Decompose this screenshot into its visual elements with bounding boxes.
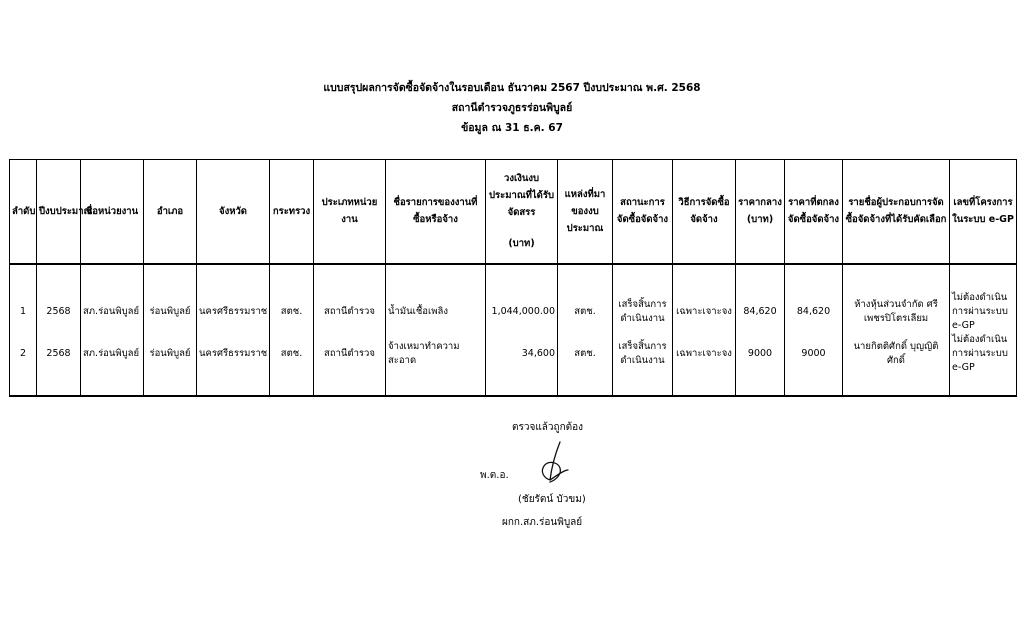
header-budget (486, 160, 558, 264)
header-source: แหล่งที่มาของงบประมาณ (558, 160, 613, 264)
cell-status: เสร็จสิ้นการดำเนินงาน (613, 333, 673, 396)
cell-year: 2568 (37, 264, 81, 333)
cell-province: นครศรีธรรมราช (197, 333, 270, 396)
cell-year: 2568 (37, 333, 81, 396)
cell-district: ร่อนพิบูลย์ (144, 264, 197, 333)
cell-unit-type: สถานีตำรวจ (314, 333, 386, 396)
table-row (10, 333, 1017, 396)
header-agreed: ราคาที่ตกลงจัดซื้อจัดจ้าง (785, 160, 843, 264)
signer-rank: พ.ต.อ. (480, 470, 509, 481)
cell-item: น้ำมันเชื้อเพลิง (386, 264, 486, 333)
cell-vendor: นายกิตติศักดิ์ บุญญิติศักดิ์ (843, 333, 950, 396)
cell-method: เฉพาะเจาะจง (673, 333, 736, 396)
header-unit-type: ประเภทหน่วยงาน (314, 160, 386, 264)
table-row (10, 264, 1017, 333)
handwritten-signature (534, 440, 574, 486)
cell-no: 1 (10, 264, 37, 333)
cell-unit-name: สภ.ร่อนพิบูลย์ (81, 333, 144, 396)
cell-no: 2 (10, 333, 37, 396)
cell-ministry: สตช. (270, 264, 314, 333)
cell-budget: 1,044,000.00 (486, 264, 558, 333)
cell-budget: 34,600 (486, 333, 558, 396)
header-item: ชื่อรายการของงานที่ซื้อหรือจ้าง (386, 160, 486, 264)
procurement-table (9, 159, 1017, 397)
document-title: แบบสรุปผลการจัดซื้อจัดจ้างในรอบเดือน ธันวาคม 2567 ปีงบประมาณ พ.ศ. 2568 (323, 82, 701, 94)
header-district: อำเภอ (144, 160, 197, 264)
cell-unit-type: สถานีตำรวจ (314, 264, 386, 333)
header-method: วิธีการจัดซื้อจัดจ้าง (673, 160, 736, 264)
cell-vendor: ห้างหุ้นส่วนจำกัด ศรีเพชรปิโตรเลียม (843, 264, 950, 333)
verified-text: ตรวจแล้วถูกต้อง (512, 422, 584, 433)
signature-block (470, 420, 630, 530)
header-median: ราคากลาง (บาท) (736, 160, 785, 264)
cell-median: 84,620 (736, 264, 785, 333)
cell-unit-name: สภ.ร่อนพิบูลย์ (81, 264, 144, 333)
header-status: สถานะการจัดซื้อจัดจ้าง (613, 160, 673, 264)
cell-item: จ้างเหมาทำความสะอาด (386, 333, 486, 396)
header-unit-name: ชื่อหน่วยงาน (81, 160, 144, 264)
cell-source: สตช. (558, 333, 613, 396)
header-no: ลำดับ (10, 160, 37, 264)
header-budget-unit: (บาท) (508, 238, 535, 250)
cell-ministry: สตช. (270, 333, 314, 396)
document-header (0, 80, 1024, 140)
cell-source: สตช. (558, 264, 613, 333)
cell-egp: ไม่ต้องดำเนินการผ่านระบบ e-GP (950, 333, 1017, 396)
table-header-row (10, 160, 1017, 264)
cell-method: เฉพาะเจาะจง (673, 264, 736, 333)
header-budget-label: วงเงินงบประมาณที่ได้รับจัดสรร (489, 173, 554, 219)
header-province: จังหวัด (197, 160, 270, 264)
data-date: ข้อมูล ณ 31 ธ.ค. 67 (461, 122, 563, 134)
header-vendor: รายชื่อผู้ประกอบการจัดซื้อจัดจ้างที่ได้รับคัดเลือก (843, 160, 950, 264)
signer-position: ผกก.สภ.ร่อนพิบูลย์ (502, 517, 583, 528)
header-year: ปีงบประมาณ (37, 160, 81, 264)
header-ministry: กระทรวง (270, 160, 314, 264)
station-name: สถานีตำรวจภูธรร่อนพิบูลย์ (451, 102, 573, 114)
cell-district: ร่อนพิบูลย์ (144, 333, 197, 396)
cell-agreed: 9000 (785, 333, 843, 396)
cell-median: 9000 (736, 333, 785, 396)
cell-province: นครศรีธรรมราช (197, 264, 270, 333)
cell-egp: ไม่ต้องดำเนินการผ่านระบบ e-GP (950, 264, 1017, 333)
signer-name: (ชัยรัตน์ บัวขม) (518, 494, 586, 505)
cell-agreed: 84,620 (785, 264, 843, 333)
header-egp: เลขที่โครงการในระบบ e-GP (950, 160, 1017, 264)
cell-status: เสร็จสิ้นการดำเนินงาน (613, 264, 673, 333)
